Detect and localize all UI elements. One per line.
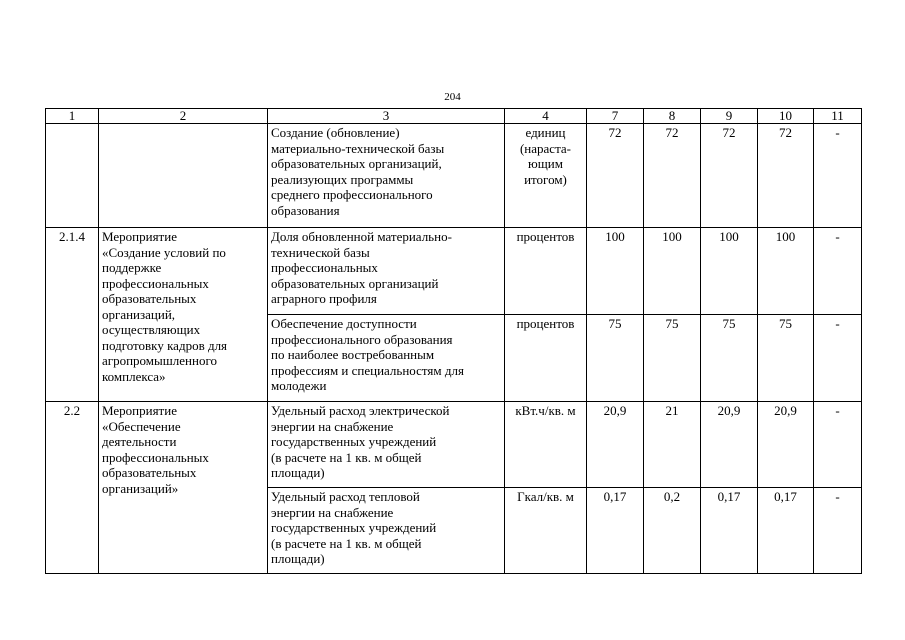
value-cell: 20,9	[701, 402, 758, 488]
page-number: 204	[444, 91, 461, 103]
header-cell: 8	[644, 109, 701, 124]
value-cell: -	[814, 228, 862, 315]
measure-cell	[99, 124, 268, 228]
value-cell: 20,9	[587, 402, 644, 488]
value-cell: 75	[644, 315, 701, 402]
unit-cell: процентов	[505, 228, 587, 315]
value-cell: 100	[644, 228, 701, 315]
indicator-cell: Создание (обновление) материально-технической базы образовательных организаций, реализующих программы среднего профессионального образования	[268, 124, 505, 228]
value-cell: 75	[587, 315, 644, 402]
item-number-cell: 2.1.4	[46, 228, 99, 402]
table-row	[46, 228, 862, 315]
value-cell: 100	[587, 228, 644, 315]
unit-cell: кВт.ч/кв. м	[505, 402, 587, 488]
header-cell: 4	[505, 109, 587, 124]
table-row	[46, 124, 862, 228]
measure-cell: Мероприятие «Обеспечение деятельности профессиональных образовательных организаций»	[99, 402, 268, 574]
indicator-cell: Доля обновленной материально- технической базы профессиональных образовательных организаций аграрного профиля	[268, 228, 505, 315]
header-cell: 11	[814, 109, 862, 124]
unit-cell: Гкал/кв. м	[505, 488, 587, 574]
table-header-row	[46, 109, 862, 124]
unit-cell: процентов	[505, 315, 587, 402]
header-cell: 10	[758, 109, 814, 124]
value-cell: 72	[758, 124, 814, 228]
value-cell: 0,17	[587, 488, 644, 574]
indicator-cell: Удельный расход электрической энергии на снабжение государственных учреждений (в расчете на 1 кв. м общей площади)	[268, 402, 505, 488]
item-number-cell	[46, 124, 99, 228]
value-cell: -	[814, 124, 862, 228]
item-number-cell: 2.2	[46, 402, 99, 574]
value-cell: -	[814, 488, 862, 574]
table-row	[46, 402, 862, 488]
indicators-table	[45, 108, 862, 574]
measure-cell: Мероприятие «Создание условий по поддержке профессиональных образовательных организаций, осуществляющих подготовку кадров для агропромышленного комплекса»	[99, 228, 268, 402]
indicator-cell: Удельный расход тепловой энергии на снабжение государственных учреждений (в расчете на 1 кв. м общей площади)	[268, 488, 505, 574]
header-cell: 7	[587, 109, 644, 124]
value-cell: 72	[644, 124, 701, 228]
value-cell: 0,2	[644, 488, 701, 574]
indicator-cell: Обеспечение доступности профессионального образования по наиболее востребованным профессиям и специальностям для молодежи	[268, 315, 505, 402]
header-cell: 1	[46, 109, 99, 124]
value-cell: 72	[587, 124, 644, 228]
header-cell: 2	[99, 109, 268, 124]
value-cell: 0,17	[701, 488, 758, 574]
value-cell: 100	[701, 228, 758, 315]
header-cell: 9	[701, 109, 758, 124]
value-cell: 100	[758, 228, 814, 315]
value-cell: 21	[644, 402, 701, 488]
header-cell: 3	[268, 109, 505, 124]
value-cell: 0,17	[758, 488, 814, 574]
unit-cell: единиц (нараста- ющим итогом)	[505, 124, 587, 228]
value-cell: -	[814, 315, 862, 402]
value-cell: -	[814, 402, 862, 488]
value-cell: 72	[701, 124, 758, 228]
value-cell: 75	[758, 315, 814, 402]
value-cell: 20,9	[758, 402, 814, 488]
value-cell: 75	[701, 315, 758, 402]
